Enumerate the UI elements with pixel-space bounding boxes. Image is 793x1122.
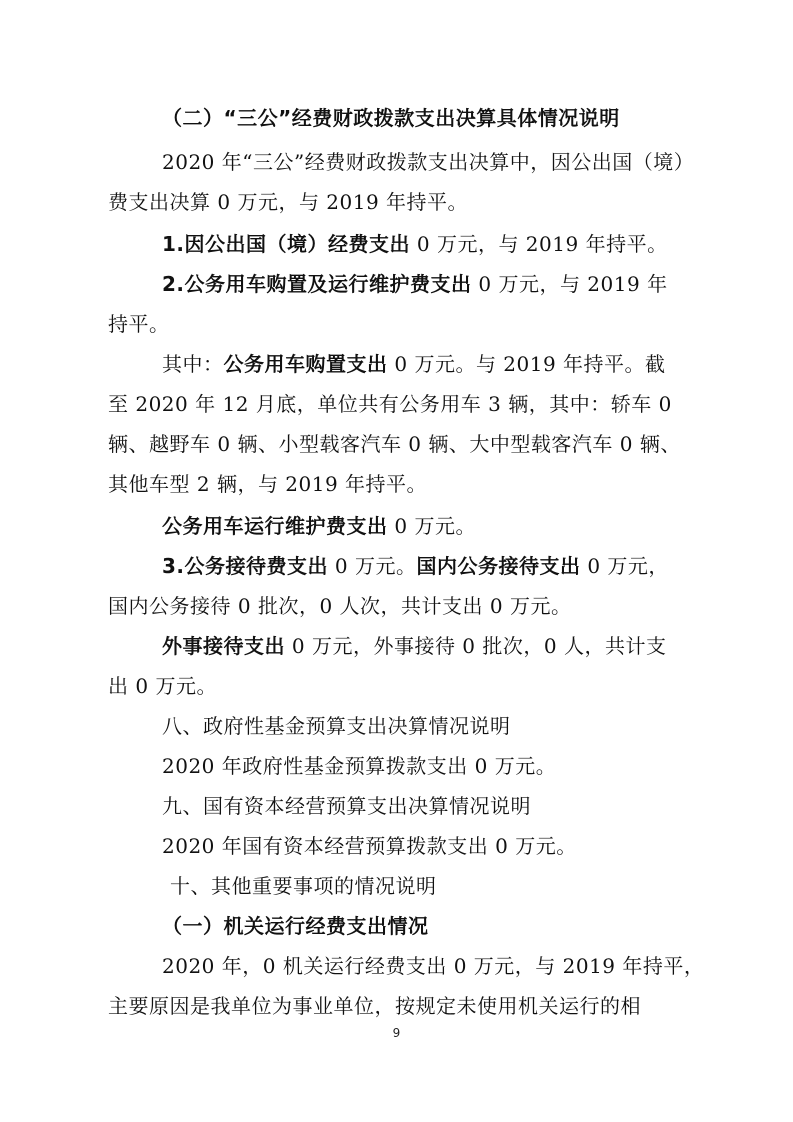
item-2-line xyxy=(162,272,668,296)
paragraph-line: 辆、越野车 0 辆、小型载客汽车 0 辆、大中型载客汽车 0 辆、 xyxy=(108,432,681,456)
item-1-label: 1.因公出国（境）经费支出 xyxy=(162,232,411,256)
domestic-reception-label: 国内公务接待支出 xyxy=(416,554,581,578)
paragraph-line: 国内公务接待 0 批次，0 人次，共计支出 0 万元。 xyxy=(108,594,572,618)
foreign-reception-text: 0 万元，外事接待 0 批次，0 人，共计支 xyxy=(285,634,667,658)
section-9-text: 2020 年国有资本经营预算拨款支出 0 万元。 xyxy=(162,834,577,858)
section-8-text: 2020 年政府性基金预算拨款支出 0 万元。 xyxy=(162,754,557,778)
foreign-reception-line xyxy=(162,634,666,658)
paragraph-line: 2020 年“三公”经费财政拨款支出决算中，因公出国（境） xyxy=(162,150,695,174)
paragraph-line: 2020 年，0 机关运行经费支出 0 万元，与 2019 年持平， xyxy=(162,954,705,978)
item-2-text: 0 万元，与 2019 年 xyxy=(471,272,668,296)
vehicle-purchase-label: 公务用车购置支出 xyxy=(223,352,388,376)
vehicle-maintenance-label: 公务用车运行维护费支出 xyxy=(162,514,388,538)
paragraph-line: 出 0 万元。 xyxy=(108,674,217,698)
item-3-label: 3.公务接待费支出 xyxy=(162,554,329,578)
paragraph-line: 至 2020 年 12 月底，单位共有公务用车 3 辆，其中：轿车 0 xyxy=(108,392,672,416)
item-3-line xyxy=(162,554,669,578)
item-2-label: 2.公务用车购置及运行维护费支出 xyxy=(162,272,472,296)
item-3-text: 0 万元。 xyxy=(328,554,417,578)
vehicle-purchase-prefix: 其中： xyxy=(162,352,224,376)
vehicle-purchase-line xyxy=(162,352,666,376)
section-10-heading: 十、其他重要事项的情况说明 xyxy=(170,874,437,898)
page-number: 9 xyxy=(392,1026,401,1040)
vehicle-maintenance-text: 0 万元。 xyxy=(387,514,476,538)
section-9-heading: 九、国有资本经营预算支出决算情况说明 xyxy=(162,794,531,818)
vehicle-maintenance-line xyxy=(162,514,476,538)
section-heading-three-public-expenses: （二）“三公”经费财政拨款支出决算具体情况说明 xyxy=(162,106,620,130)
paragraph-line: 费支出决算 0 万元，与 2019 年持平。 xyxy=(108,190,469,214)
item-1-text: 0 万元，与 2019 年持平。 xyxy=(410,232,668,256)
subsection-1-heading: （一）机关运行经费支出情况 xyxy=(162,914,429,938)
item-1-line xyxy=(162,232,668,256)
section-8-heading: 八、政府性基金预算支出决算情况说明 xyxy=(162,714,511,738)
paragraph-line: 其他车型 2 辆，与 2019 年持平。 xyxy=(108,472,428,496)
paragraph-line: 主要原因是我单位为事业单位，按规定未使用机关运行的相 xyxy=(108,994,641,1018)
foreign-reception-label: 外事接待支出 xyxy=(162,634,285,658)
vehicle-purchase-text: 0 万元。与 2019 年持平。截 xyxy=(387,352,666,376)
item-2-line-2: 持平。 xyxy=(108,312,170,336)
domestic-reception-text: 0 万元， xyxy=(580,554,669,578)
